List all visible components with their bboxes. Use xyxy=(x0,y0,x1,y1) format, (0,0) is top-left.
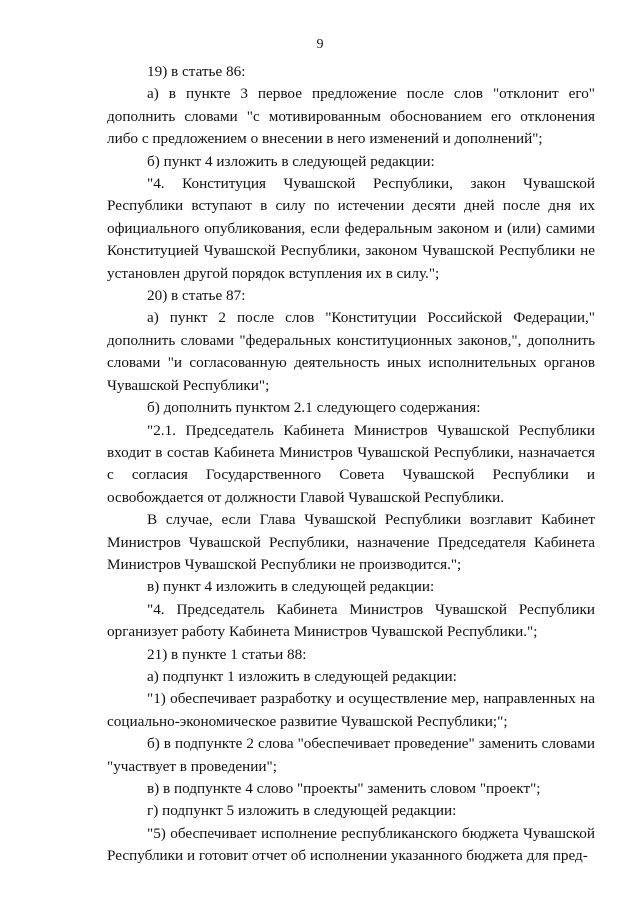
paragraph: в) в подпункте 4 слово "проекты" заменить словом "проект"; xyxy=(147,780,541,797)
paragraph: 20) в статье 87: xyxy=(147,287,246,305)
paragraph: а) подпункт 1 изложить в следующей редакции: xyxy=(147,667,457,685)
paragraph: в) пункт 4 изложить в следующей редакции: xyxy=(147,578,435,596)
paragraph: "5) обеспечивает исполнение республиканского бюджета Чувашской Республики и готовит отчет об исполнении указанного бюджета для пред- xyxy=(107,824,595,865)
paragraph: б) дополнить пунктом 2.1 следующего содержания: xyxy=(147,399,481,417)
paragraph: 19) в статье 86: xyxy=(147,63,246,80)
paragraph: 21) в пункте 1 статьи 88: xyxy=(147,645,307,663)
paragraph: "1) обеспечивает разработку и осуществление мер, направленных на социально-экономическое развитие Чувашской Республики;"; xyxy=(107,690,595,730)
paragraph: а) пункт 2 после слов "Конституции Российской Федерации," дополнить словами "федеральных конституционных законов,", дополнить словами "и согласованную деятельность иных исполнительных органов Чувашской Республики"; xyxy=(107,309,595,394)
paragraph: а) в пункте 3 первое предложение после слов "отклонит его" дополнить словами "с мотивированным обоснованием его отклонения либо с предложением о внесении в него изменений и дополнений"; xyxy=(107,85,595,148)
paragraph: б) в подпункте 2 слова "обеспечивает проведение" заменить словами "участвует в проведении"; xyxy=(107,735,595,775)
paragraph: "4. Председатель Кабинета Министров Чувашской Республики организует работу Кабинета Министров Чувашской Республики."; xyxy=(107,600,595,641)
paragraph: г) подпункт 5 изложить в следующей редакции: xyxy=(147,802,457,820)
page-number: 9 xyxy=(316,37,324,52)
paragraph: В случае, если Глава Чувашской Республики возглавит Кабинет Министров Чувашской Республики, назначение Председателя Кабинета Министров Чувашской Республики не производится."; xyxy=(107,511,595,573)
document-body xyxy=(107,61,595,868)
paragraph: "2.1. Председатель Кабинета Министров Чувашской Республики входит в состав Кабинета Министров Чувашской Республики, назначается с согласия Государственного Совета Чувашской Республики и освобождается от должности Главой Чувашской Республики. xyxy=(107,421,595,506)
paragraph: б) пункт 4 изложить в следующей редакции: xyxy=(147,152,435,170)
paragraph: "4. Конституция Чувашской Республики, закон Чувашской Республики вступают в силу по истечении десяти дней после дня их официального опубликования, если федеральным законом и (или) самими Конституцией Чувашской Республики, законом Чувашской Республики не установлен другой порядок вступления их в силу."; xyxy=(107,175,595,282)
